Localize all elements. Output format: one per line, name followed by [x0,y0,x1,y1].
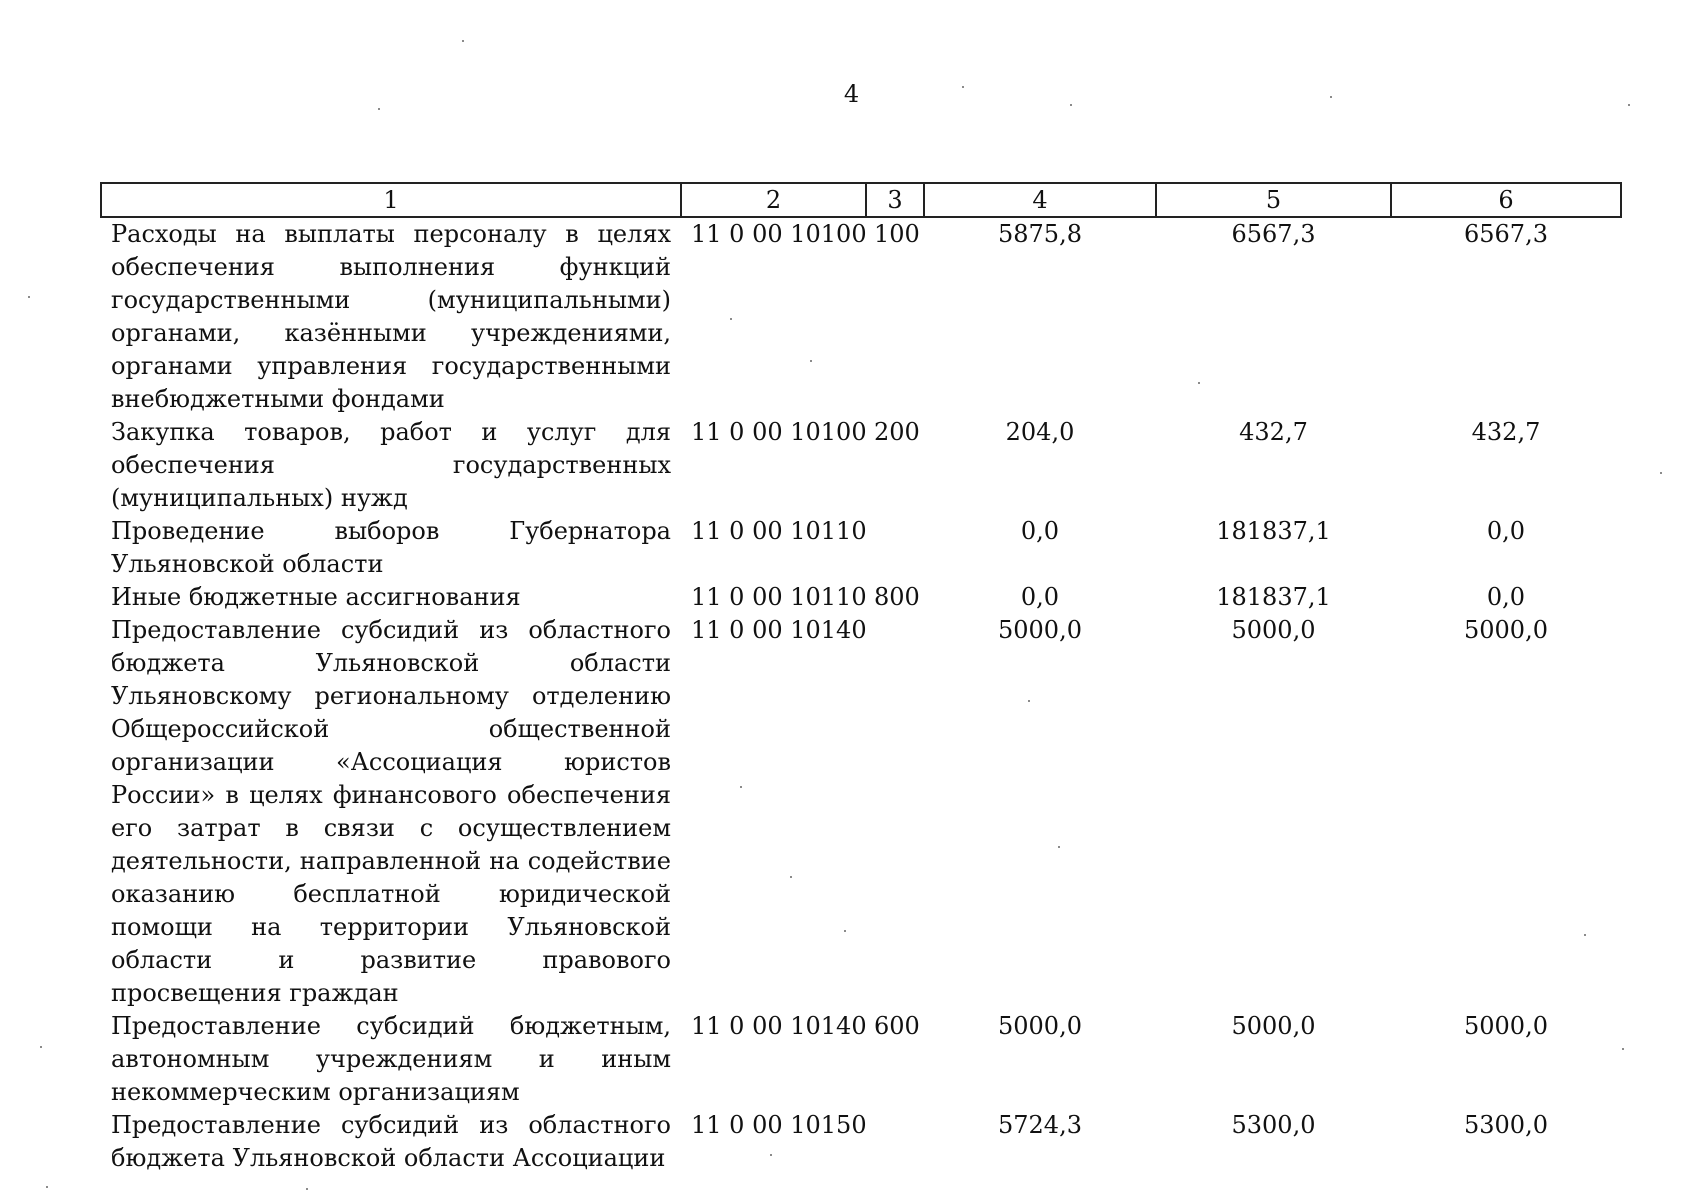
row-value-5: 5000,0 [1231,1012,1316,1040]
row-value-4: 5000,0 [998,616,1082,644]
header-cell-2: 2 [681,183,866,217]
scan-speck [46,1186,48,1188]
row-value-4: 5875,8 [998,220,1082,248]
row-code: 11 0 00 10100 [691,418,867,446]
row-name: Закупка товаров, работ и услуг для обеспечения государственных (муниципальных) нужд [111,418,671,512]
row-kind: 800 [874,583,920,611]
table-row [101,217,1621,416]
row-value-5: 432,7 [1239,418,1308,446]
table-row [101,581,1621,614]
scan-speck [1058,846,1060,848]
row-name: Проведение выборов Губернатора Ульяновской области [111,517,671,578]
row-kind: 200 [874,418,920,446]
row-value-6: 5000,0 [1464,1012,1548,1040]
header-cell-5: 5 [1156,183,1391,217]
row-value-5: 5000,0 [1231,616,1316,644]
scan-speck [462,40,464,42]
row-code: 11 0 00 10140 [691,1012,867,1040]
row-value-4: 5724,3 [998,1111,1082,1139]
scan-speck [1584,934,1586,936]
scan-speck [1628,104,1630,106]
row-kind: 600 [874,1012,920,1040]
scan-speck [378,108,380,110]
scan-speck [1070,104,1072,106]
row-code: 11 0 00 10110 [691,517,867,545]
row-value-4: 0,0 [1020,517,1060,545]
row-name: Предоставление субсидий из областного бюджета Ульяновской области Ульяновскому региональному отделению Общероссийской общественной организации «Ассоциация юристов России» в целях финансового обеспечения его затрат в связи с осуществлением деятельности, направленной на содействие оказанию бесплатной юридической помощи на территории Ульяновской области и развитие правового просвещения граждан [111,616,671,1007]
scan-speck [1028,700,1030,702]
row-value-6: 0,0 [1486,583,1526,611]
header-cell-3: 3 [866,183,924,217]
row-value-4: 0,0 [1020,583,1060,611]
row-value-6: 0,0 [1486,517,1526,545]
header-cell-4: 4 [924,183,1156,217]
row-kind [866,614,924,1010]
row-kind [866,515,924,581]
row-value-5: 5300,0 [1231,1111,1316,1139]
row-value-6: 432,7 [1471,418,1541,446]
row-value-5: 181837,1 [1216,517,1331,545]
budget-table [100,182,1622,1175]
page-number: 4 [843,80,860,108]
row-name: Предоставление субсидий из областного бюджета Ульяновской области Ассоциации [111,1111,671,1172]
row-kind: 100 [874,220,920,248]
table-row [101,614,1621,1010]
scan-speck [1198,382,1200,384]
scan-speck [306,1188,308,1190]
scan-speck [790,876,792,878]
row-value-6: 5300,0 [1464,1111,1548,1139]
scan-speck [1660,472,1662,474]
row-name: Расходы на выплаты персоналу в целях обеспечения выполнения функций государственными (муниципальными) органами, казёнными учреждениями, органами управления государственными внебюджетными фондами [111,220,671,413]
row-code: 11 0 00 10140 [691,616,867,644]
scan-speck [40,1046,42,1048]
row-value-6: 6567,3 [1464,220,1548,248]
scan-speck [810,360,812,362]
header-cell-6: 6 [1391,183,1621,217]
table-row [101,1010,1621,1109]
row-value-4: 204,0 [1005,418,1075,446]
row-kind [866,1109,924,1175]
table-row [101,1109,1621,1175]
row-code: 11 0 00 10150 [691,1111,867,1139]
table-row [101,416,1621,515]
scan-speck [962,86,964,88]
row-value-6: 5000,0 [1464,616,1548,644]
scan-speck [28,296,30,298]
scan-speck [1622,1048,1624,1050]
header-row [101,183,1621,217]
row-value-4: 5000,0 [998,1012,1082,1040]
row-name: Предоставление субсидий бюджетным, автономным учреждениям и иным некоммерческим организациям [111,1012,671,1106]
scan-speck [1330,96,1332,98]
row-code: 11 0 00 10110 [691,583,867,611]
row-code: 11 0 00 10100 [691,220,867,248]
scan-speck [844,930,846,932]
scan-speck [770,1154,772,1156]
scan-speck [730,318,732,320]
scan-speck [740,786,742,788]
table-row [101,515,1621,581]
row-value-5: 6567,3 [1231,220,1316,248]
header-cell-1: 1 [101,183,681,217]
row-name: Иные бюджетные ассигнования [111,583,521,611]
row-value-5: 181837,1 [1216,583,1331,611]
